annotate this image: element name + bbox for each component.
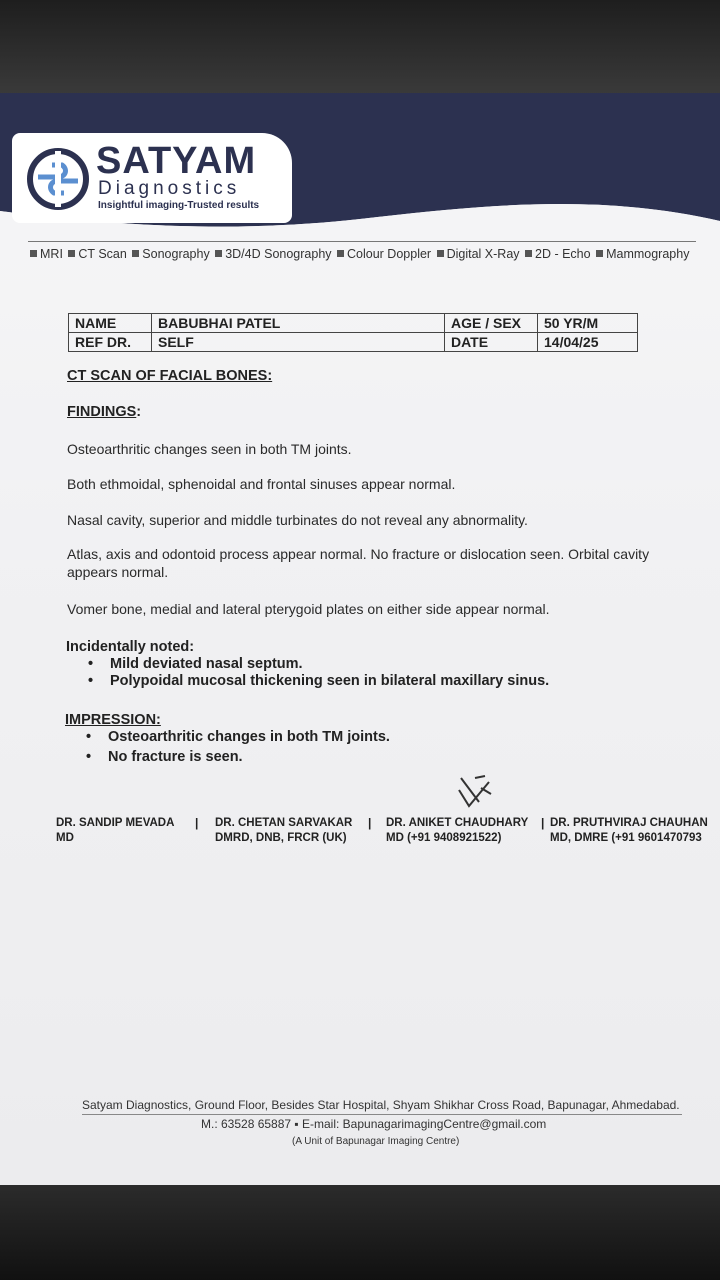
doctor-separator: | (368, 816, 372, 830)
service-item: 2D - Echo (535, 247, 591, 261)
service-item: 3D/4D Sonography (225, 247, 332, 261)
impression-heading: IMPRESSION: (65, 712, 161, 728)
age-label: AGE / SEX (445, 314, 538, 333)
finding-item: Both ethmoidal, sphenoidal and frontal sinuses appear normal. (67, 476, 456, 492)
service-item: MRI (40, 247, 63, 261)
list-item: • Mild deviated nasal septum. (88, 656, 303, 672)
list-item: • Osteoarthritic changes in both TM joints. (86, 729, 390, 745)
doctor-entry: DR. SANDIP MEVADA MD (56, 817, 175, 844)
finding-item: Osteoarthritic changes seen in both TM joints. (67, 441, 352, 457)
footer-address: Satyam Diagnostics, Ground Floor, Besides Star Hospital, Shyam Shikhar Cross Road, Bapunagar, Ahmedabad. (82, 1098, 680, 1112)
doctor-entry: DR. CHETAN SARVAKAR DMRD, DNB, FRCR (UK) (215, 817, 353, 844)
footer-contact: M.: 63528 65887 ▪ E-mail: BapunagarimagingCentre@gmail.com (201, 1117, 547, 1131)
finding-item: Vomer bone, medial and lateral pterygoid plates on either side appear normal. (67, 601, 550, 617)
signature-mark (455, 772, 495, 812)
list-item: • No fracture is seen. (86, 749, 243, 765)
incidental-heading: Incidentally noted: (66, 639, 195, 655)
satyam-logo-icon (26, 147, 90, 211)
brand-subtitle: Diagnostics (98, 178, 241, 199)
brand-name: SATYAM (96, 140, 257, 182)
services-divider (28, 241, 696, 242)
service-item: Colour Doppler (347, 247, 432, 261)
patient-info-table (68, 313, 638, 352)
list-item: • Polypoidal mucosal thickening seen in bilateral maxillary sinus. (88, 673, 550, 689)
service-item: Sonography (142, 247, 210, 261)
report-title: CT SCAN OF FACIAL BONES: (67, 368, 273, 384)
table-row (69, 314, 638, 333)
age-value: 50 YR/M (538, 314, 638, 333)
finding-item: Atlas, axis and odontoid process appear normal. No fracture or dislocation seen. Orbital cavity appears normal. (67, 546, 650, 581)
services-list (28, 247, 708, 261)
date-label: DATE (445, 333, 538, 352)
service-item: CT Scan (78, 247, 127, 261)
doctor-separator: | (541, 816, 545, 830)
footer-unit: (A Unit of Bapunagar Imaging Centre) (292, 1136, 460, 1147)
doctor-separator: | (195, 816, 199, 830)
date-value: 14/04/25 (538, 333, 638, 352)
ref-value: SELF (152, 333, 445, 352)
footer-divider (82, 1114, 682, 1115)
name-label: NAME (69, 314, 152, 333)
name-value: BABUBHAI PATEL (152, 314, 445, 333)
doctor-entry: DR. PRUTHVIRAJ CHAUHAN MD, DMRE (+91 9601470793 (550, 817, 708, 844)
ref-label: REF DR. (69, 333, 152, 352)
service-item: Mammography (606, 247, 690, 261)
findings-heading: FINDINGS: (67, 404, 142, 420)
background-bottom (0, 1185, 720, 1280)
service-item: Digital X-Ray (446, 247, 520, 261)
background-top (0, 0, 720, 95)
table-row (69, 333, 638, 352)
doctor-entry: DR. ANIKET CHAUDHARY MD (+91 9408921522) (386, 817, 529, 844)
finding-item: Nasal cavity, superior and middle turbinates do not reveal any abnormality. (67, 512, 528, 528)
brand-tagline: Insightful imaging-Trusted results (98, 200, 260, 211)
